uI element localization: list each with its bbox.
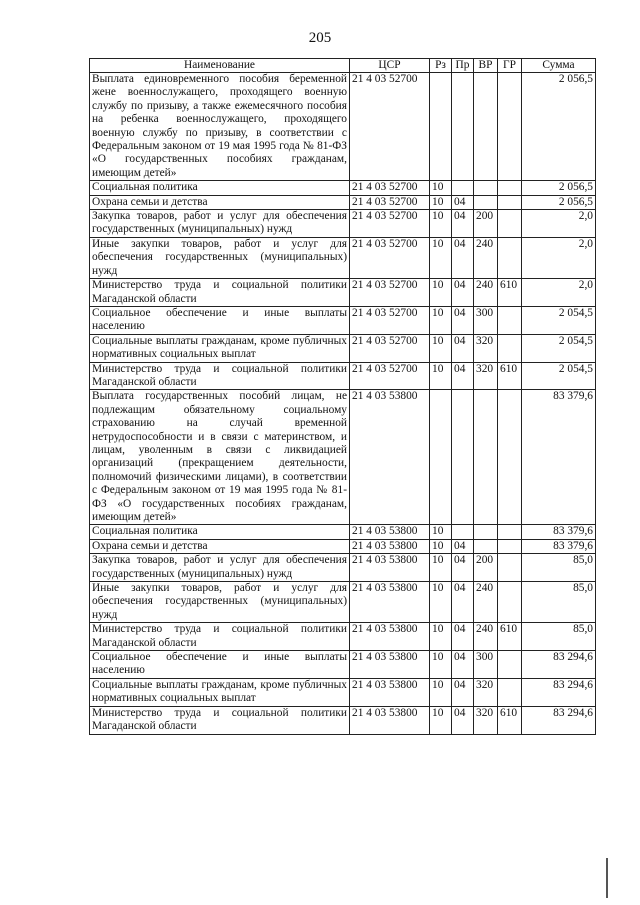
cell-name: Министерство труда и социальной политики Магаданской области (90, 362, 350, 390)
cell-gr (498, 306, 522, 334)
table-row (90, 210, 596, 238)
cell-csr: 21 4 03 52700 (350, 362, 430, 390)
cell-name: Социальное обеспечение и иные выплаты населению (90, 306, 350, 334)
cell-vr (474, 525, 498, 539)
cell-pr: 04 (452, 306, 474, 334)
cell-rz: 10 (430, 539, 452, 553)
table-row (90, 554, 596, 582)
cell-sum: 85,0 (522, 554, 596, 582)
cell-gr (498, 237, 522, 278)
cell-csr: 21 4 03 53800 (350, 582, 430, 623)
cell-sum: 2,0 (522, 210, 596, 238)
scan-margin-mark (606, 858, 608, 898)
cell-vr (474, 539, 498, 553)
header-vr: ВР (474, 59, 498, 73)
cell-vr (474, 73, 498, 181)
cell-pr: 04 (452, 623, 474, 651)
cell-name: Социальные выплаты гражданам, кроме публичных нормативных социальных выплат (90, 678, 350, 706)
cell-gr (498, 554, 522, 582)
cell-name: Иные закупки товаров, работ и услуг для обеспечения государственных (муниципальных) нужд (90, 237, 350, 278)
cell-pr (452, 181, 474, 195)
cell-sum: 83 379,6 (522, 525, 596, 539)
cell-sum: 2 056,5 (522, 181, 596, 195)
table-row (90, 390, 596, 525)
header-sum: Сумма (522, 59, 596, 73)
table-row (90, 706, 596, 734)
cell-csr: 21 4 03 52700 (350, 279, 430, 307)
cell-csr: 21 4 03 52700 (350, 237, 430, 278)
cell-gr (498, 181, 522, 195)
table-row (90, 582, 596, 623)
cell-rz: 10 (430, 181, 452, 195)
cell-pr: 04 (452, 195, 474, 209)
table-row (90, 539, 596, 553)
cell-gr (498, 539, 522, 553)
cell-pr: 04 (452, 279, 474, 307)
cell-rz: 10 (430, 210, 452, 238)
cell-pr: 04 (452, 582, 474, 623)
table-header-row (90, 59, 596, 73)
cell-vr: 320 (474, 362, 498, 390)
cell-rz: 10 (430, 525, 452, 539)
cell-pr: 04 (452, 651, 474, 679)
cell-sum: 85,0 (522, 582, 596, 623)
table-row (90, 181, 596, 195)
cell-pr (452, 73, 474, 181)
cell-gr (498, 390, 522, 525)
cell-gr (498, 651, 522, 679)
cell-sum: 2 054,5 (522, 362, 596, 390)
cell-sum: 83 294,6 (522, 706, 596, 734)
table-row (90, 306, 596, 334)
cell-vr: 320 (474, 334, 498, 362)
cell-gr (498, 73, 522, 181)
cell-sum: 83 294,6 (522, 651, 596, 679)
cell-csr: 21 4 03 52700 (350, 73, 430, 181)
cell-name: Выплата единовременного пособия беременной жене военнослужащего, проходящего военную службу по призыву, а также ежемесячного пособия на ребенка военнослужащего, проходящего военную службу по призыву, в соответствии с Федеральным законом от 19 мая 1995 года № 81-ФЗ «О государственных пособиях гражданам, имеющим детей» (90, 73, 350, 181)
cell-rz (430, 390, 452, 525)
cell-csr: 21 4 03 52700 (350, 306, 430, 334)
header-rz: Рз (430, 59, 452, 73)
table-row (90, 525, 596, 539)
cell-csr: 21 4 03 53800 (350, 623, 430, 651)
cell-gr: 610 (498, 623, 522, 651)
cell-name: Иные закупки товаров, работ и услуг для обеспечения государственных (муниципальных) нужд (90, 582, 350, 623)
table-row (90, 651, 596, 679)
cell-csr: 21 4 03 53800 (350, 651, 430, 679)
cell-name: Охрана семьи и детства (90, 539, 350, 553)
cell-csr: 21 4 03 53800 (350, 390, 430, 525)
cell-rz: 10 (430, 306, 452, 334)
cell-vr: 320 (474, 678, 498, 706)
cell-name: Министерство труда и социальной политики Магаданской области (90, 623, 350, 651)
cell-csr: 21 4 03 53800 (350, 678, 430, 706)
cell-sum: 83 379,6 (522, 539, 596, 553)
cell-gr (498, 334, 522, 362)
header-name: Наименование (90, 59, 350, 73)
cell-rz: 10 (430, 279, 452, 307)
cell-rz: 10 (430, 706, 452, 734)
cell-pr (452, 525, 474, 539)
table-row (90, 195, 596, 209)
cell-rz: 10 (430, 651, 452, 679)
cell-csr: 21 4 03 52700 (350, 334, 430, 362)
header-gr: ГР (498, 59, 522, 73)
cell-sum: 83 294,6 (522, 678, 596, 706)
cell-pr: 04 (452, 554, 474, 582)
cell-vr: 300 (474, 306, 498, 334)
cell-rz: 10 (430, 362, 452, 390)
cell-gr: 610 (498, 362, 522, 390)
cell-pr: 04 (452, 706, 474, 734)
cell-rz: 10 (430, 554, 452, 582)
cell-name: Охрана семьи и детства (90, 195, 350, 209)
cell-sum: 2 054,5 (522, 306, 596, 334)
header-pr: Пр (452, 59, 474, 73)
cell-csr: 21 4 03 53800 (350, 525, 430, 539)
cell-gr: 610 (498, 279, 522, 307)
cell-gr (498, 195, 522, 209)
cell-name: Выплата государственных пособий лицам, не подлежащим обязательному социальному страхованию на случай временной нетрудоспособности и в связи с материнством, и лицам, уволенным в связи с ликвидацией организаций (прекращением деятельности, полномочий физическими лицами), в соответствии с Федеральным законом от 19 мая 1995 года № 81-ФЗ «О государственных пособиях гражданам, имеющим детей» (90, 390, 350, 525)
cell-sum: 2,0 (522, 279, 596, 307)
cell-gr (498, 210, 522, 238)
table-row (90, 73, 596, 181)
cell-vr: 200 (474, 210, 498, 238)
cell-csr: 21 4 03 52700 (350, 195, 430, 209)
cell-vr: 320 (474, 706, 498, 734)
cell-csr: 21 4 03 52700 (350, 210, 430, 238)
cell-rz (430, 73, 452, 181)
cell-pr: 04 (452, 334, 474, 362)
cell-sum: 2,0 (522, 237, 596, 278)
cell-gr (498, 525, 522, 539)
cell-csr: 21 4 03 52700 (350, 181, 430, 195)
cell-rz: 10 (430, 623, 452, 651)
cell-pr: 04 (452, 237, 474, 278)
cell-rz: 10 (430, 195, 452, 209)
cell-vr: 300 (474, 651, 498, 679)
cell-name: Социальное обеспечение и иные выплаты населению (90, 651, 350, 679)
cell-csr: 21 4 03 53800 (350, 539, 430, 553)
cell-name: Министерство труда и социальной политики Магаданской области (90, 279, 350, 307)
cell-csr: 21 4 03 53800 (350, 706, 430, 734)
cell-rz: 10 (430, 582, 452, 623)
budget-table (89, 58, 596, 735)
cell-vr: 240 (474, 237, 498, 278)
cell-vr: 200 (474, 554, 498, 582)
cell-vr: 240 (474, 623, 498, 651)
header-csr: ЦСР (350, 59, 430, 73)
cell-name: Закупка товаров, работ и услуг для обеспечения государственных (муниципальных) нужд (90, 210, 350, 238)
cell-name: Социальная политика (90, 525, 350, 539)
cell-vr (474, 390, 498, 525)
cell-vr (474, 181, 498, 195)
cell-vr: 240 (474, 582, 498, 623)
cell-csr: 21 4 03 53800 (350, 554, 430, 582)
cell-sum: 2 054,5 (522, 334, 596, 362)
cell-rz: 10 (430, 237, 452, 278)
table-body (90, 73, 596, 735)
cell-name: Министерство труда и социальной политики Магаданской области (90, 706, 350, 734)
cell-pr: 04 (452, 210, 474, 238)
table-row (90, 334, 596, 362)
cell-vr (474, 195, 498, 209)
cell-pr: 04 (452, 678, 474, 706)
cell-gr: 610 (498, 706, 522, 734)
cell-sum: 83 379,6 (522, 390, 596, 525)
cell-gr (498, 678, 522, 706)
cell-rz: 10 (430, 678, 452, 706)
cell-pr (452, 390, 474, 525)
cell-name: Закупка товаров, работ и услуг для обеспечения государственных (муниципальных) нужд (90, 554, 350, 582)
table-row (90, 623, 596, 651)
cell-gr (498, 582, 522, 623)
cell-sum: 2 056,5 (522, 73, 596, 181)
cell-rz: 10 (430, 334, 452, 362)
cell-sum: 2 056,5 (522, 195, 596, 209)
cell-pr: 04 (452, 539, 474, 553)
cell-sum: 85,0 (522, 623, 596, 651)
table-row (90, 237, 596, 278)
cell-vr: 240 (474, 279, 498, 307)
cell-name: Социальная политика (90, 181, 350, 195)
page-number: 205 (308, 30, 332, 46)
cell-name: Социальные выплаты гражданам, кроме публичных нормативных социальных выплат (90, 334, 350, 362)
cell-pr: 04 (452, 362, 474, 390)
table-row (90, 279, 596, 307)
table-row (90, 678, 596, 706)
table-row (90, 362, 596, 390)
